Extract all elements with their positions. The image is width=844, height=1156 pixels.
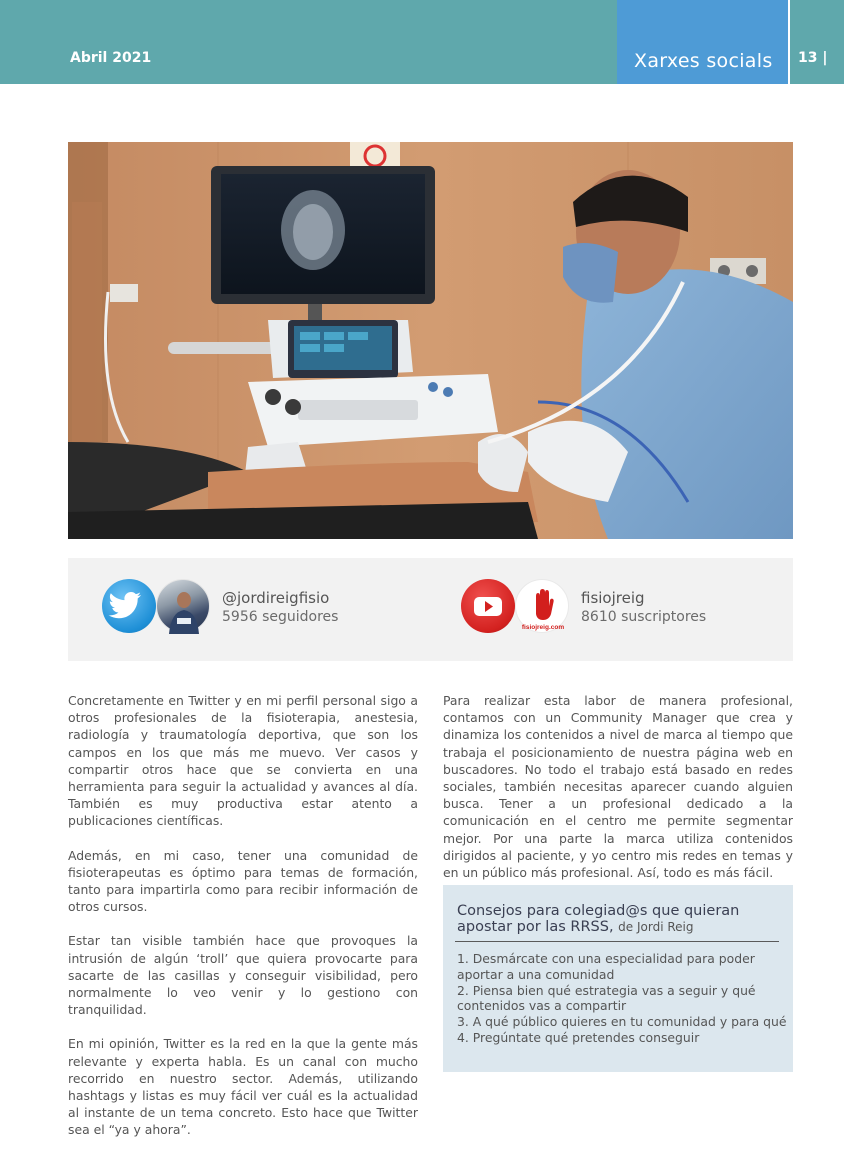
list-item: 4. Pregúntate qué pretendes conseguir [457,1029,700,1045]
article-left-column [68,692,418,1156]
twitter-bird-icon[interactable] [102,579,156,633]
tips-title-text: Consejos para colegiad@s que quieran apostar por las RRSS, [457,903,740,935]
avatar[interactable] [156,579,210,633]
tips-list [457,951,787,1046]
twitter-handle[interactable]: @jordireigfisio [222,589,330,607]
tips-author: de Jordi Reig [618,920,694,934]
twitter-followers: 5956 seguidores [222,609,339,625]
youtube-channel-name[interactable]: fisiojreig [581,589,645,607]
article-paragraph: Estar tan visible también hace que provoques la intrusión de algún ‘troll’ que quiera provocarte para sacarte de las casillas y conseguir visibilidad, pero normalmente lo veo venir y lo gestiono con tranquilidad. [68,933,418,1018]
list-item: 1. Desmárcate con una especialidad para poder aportar a una comunidad [457,951,755,982]
list-item: 3. A qué público quieres en tu comunidad y para qué [457,1014,787,1030]
issue-date: Abril 2021 [70,50,152,66]
page-number: 13 | [798,50,828,66]
physiotherapist-ultrasound-photo [68,142,793,539]
fisiojreig-logo[interactable] [515,579,569,633]
avatar-photo [157,580,211,634]
youtube-subscribers: 8610 suscriptores [581,609,707,625]
article-paragraph: En mi opinión, Twitter es la red en la que la gente más relevante y experta habla. Es un canal con mucho recorrido en nuestro sector. Además, utilizando hashtags y listas es muy fácil ver cuál es la actualidad al instante de un tema concreto. Esto hace que Twitter sea el “ya y ahora”. [68,1036,418,1138]
youtube-play-icon[interactable] [461,579,515,633]
youtube-play-glyph [461,579,515,633]
article-paragraph: Para realizar esta labor de manera profesional, contamos con un Community Manager que crea y dinamiza los contenidos a nivel de marca al tiempo que trabaja el posicionamiento de nuestra página web en buscadores. No todo el trabajo está basado en redes sociales, también necesitas aparecer cuando alguien busca. Tener a un profesional dedicado a la comunicación en el centro me permite segmentar mejor. Por una parte la marca utiliza contenidos dirigidos al paciente, y yo centro mis redes en temas y en un público más profesional. Así, todo es más fácil. [443,693,793,881]
article-right-column [443,692,793,898]
list-item: 2. Piensa bien qué estrategia vas a seguir y qué contenidos vas a compartir [457,982,756,1014]
hand-logo-glyph [516,580,570,634]
tips-box [443,885,793,1072]
section-title: Xarxes socials [634,50,773,72]
fisiojreig-logo-text: fisiojreig.com [521,624,565,631]
tips-divider [455,941,779,942]
twitter-bird-glyph [102,579,156,633]
article-paragraph: Concretamente en Twitter y en mi perfil personal sigo a otros profesionales de la fisioterapia, anestesia, radiología y traumatología deportiva, que son los campos en los que más me muevo. Ver casos y compartir otros hace que se convierta en una herramienta para seguir la actualidad y avances al día. También es muy productiva estar atento a publicaciones científicas. [68,693,418,829]
social-profiles-bar [68,558,793,661]
photo-illustration [68,142,793,539]
tips-title [457,903,779,935]
article-paragraph: Además, en mi caso, tener una comunidad de fisioterapeutas es óptimo para temas de formación, tanto para impartirla como para recibir información de otros cursos. [68,847,418,915]
header-divider [788,0,790,84]
